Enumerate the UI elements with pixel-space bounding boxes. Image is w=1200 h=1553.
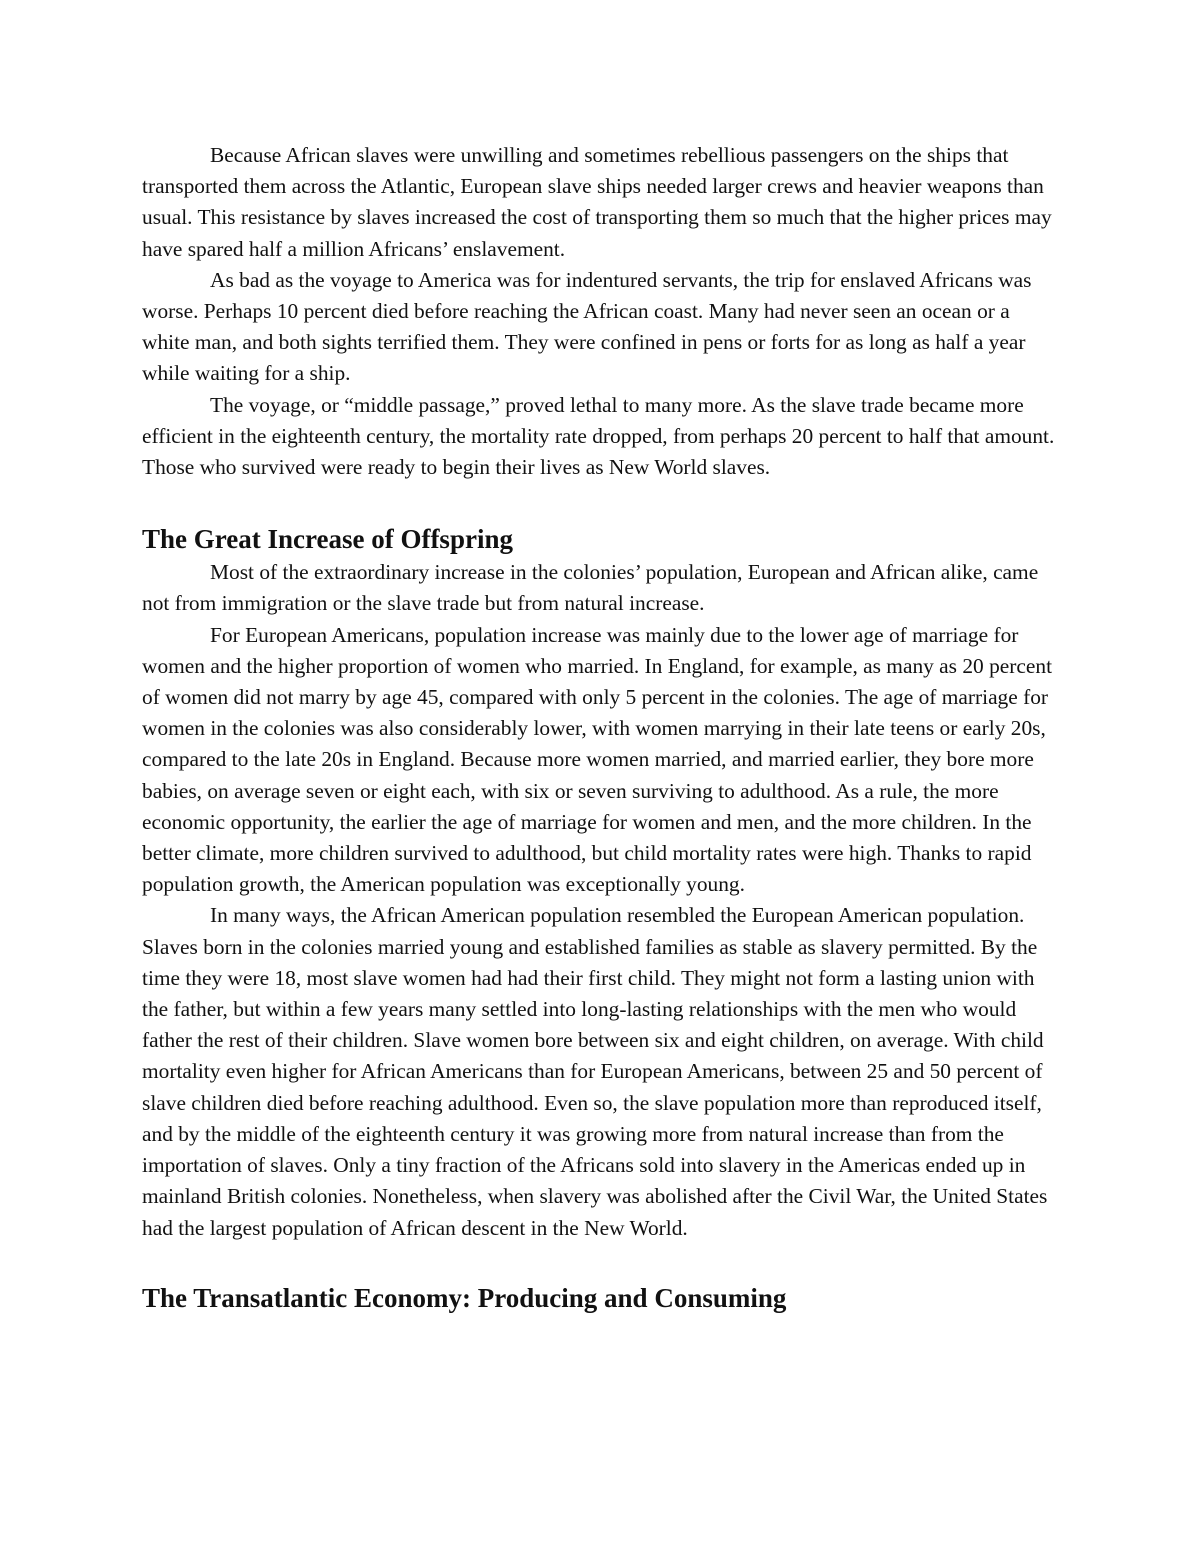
paragraph: Because African slaves were unwilling and sometimes rebellious passengers on the ships that transported them across the Atlantic, European slave ships needed larger crews and heavier weapons than usual. This resistance by slaves increased the cost of transporting them so much that the higher prices may have spared half a million Africans’ enslavement. <box>142 143 1052 261</box>
paragraph: Most of the extraordinary increase in the colonies’ population, European and African alike, came not from immigration or the slave trade but from natural increase. <box>142 560 1039 616</box>
paragraph: As bad as the voyage to America was for indentured servants, the trip for enslaved Africans was worse. Perhaps 10 percent died before reaching the African coast. Many had never seen an ocean or a white man, and both sights terrified them. They were confined in pens or forts for as long as half a year while waiting for a ship. <box>142 267 1032 386</box>
paragraph: In many ways, the African American population resembled the European American population. Slaves born in the colonies married young and established families as stable as slavery permitted. By the time they were 18, most slave women had had their first child. They might not form a lasting union with the father, but within a few years many settled into long-lasting relationships with the men who would father the rest of their children. Slave women bore between six and eight children, on average. With child mortality even higher for African Americans than for European Americans, between 25 and 50 percent of slave children died before reaching adulthood. Even so, the slave population more than reproduced itself, and by the middle of the eighteenth century it was growing more from natural increase than from the importation of slaves. Only a tiny fraction of the Africans sold into slavery in the Americas ended up in mainland British colonies. Nonetheless, when slavery was abolished after the Civil War, the United States had the largest population of African descent in the New World. <box>142 903 1048 1240</box>
section-heading-offspring: The Great Increase of Offspring <box>142 524 513 555</box>
document-body <box>142 140 1060 1316</box>
section-heading-transatlantic-economy: The Transatlantic Economy: Producing and Consuming <box>142 1282 787 1313</box>
paragraph: The voyage, or “middle passage,” proved lethal to many more. As the slave trade became more efficient in the eighteenth century, the mortality rate dropped, from perhaps 20 percent to half that amount. Those who survived were ready to begin their lives as New World slaves. <box>142 392 1055 480</box>
paragraph: For European Americans, population increase was mainly due to the lower age of marriage for women and the higher proportion of women who married. In England, for example, as many as 20 percent of women did not marry by age 45, compared with only 5 percent in the colonies. The age of marriage for women in the colonies was also considerably lower, with women marrying in their late teens or early 20s, compared to the late 20s in England. Because more women married, and married earlier, they bore more babies, on average seven or eight each, with six or seven surviving to adulthood. As a rule, the more economic opportunity, the earlier the age of marriage for women and men, and the more children. In the better climate, more children survived to adulthood, but child mortality rates were high. Thanks to rapid population growth, the American population was exceptionally young. <box>142 622 1053 897</box>
